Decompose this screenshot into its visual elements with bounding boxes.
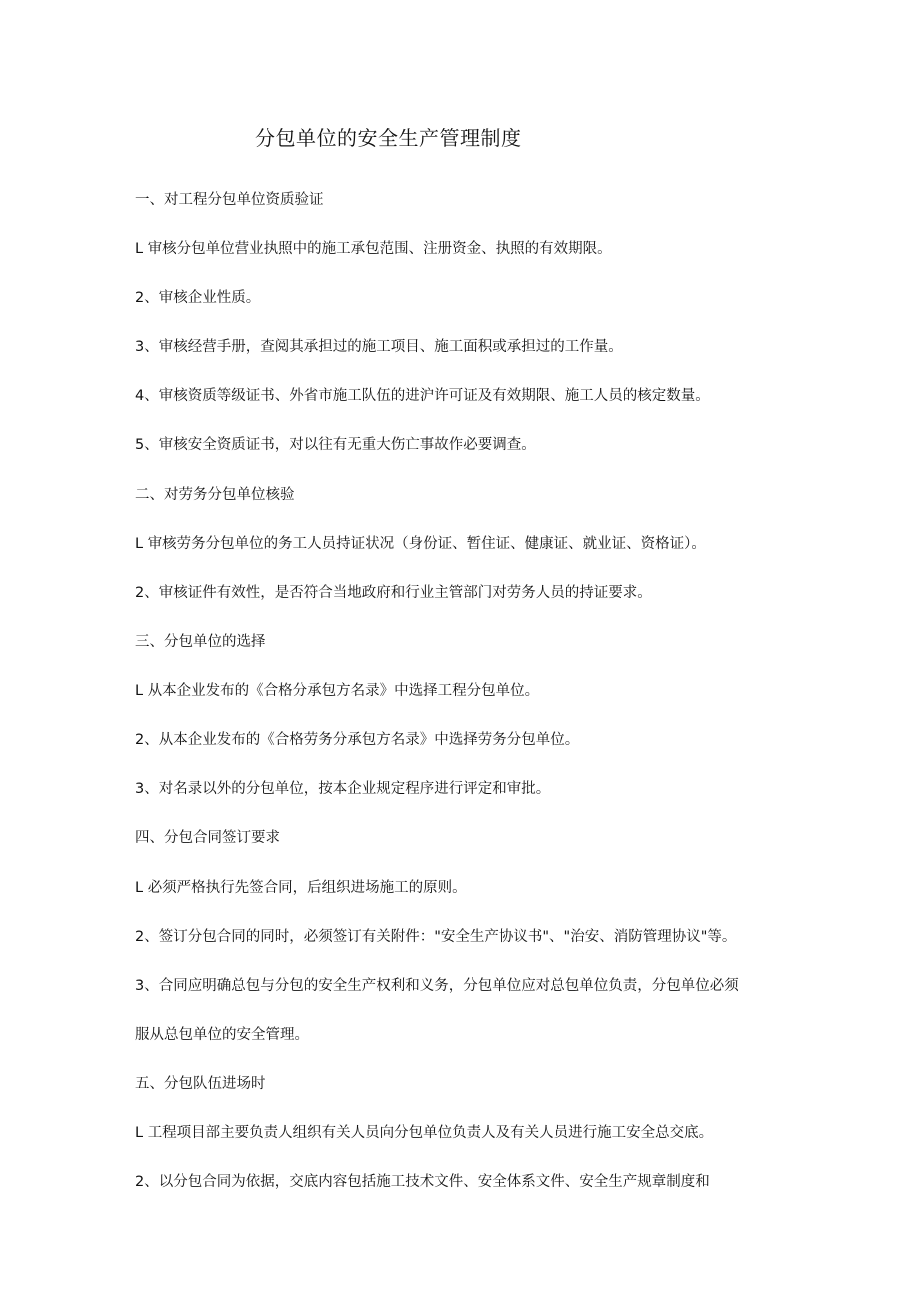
paragraph-line: 2、审核证件有效性，是否符合当地政府和行业主管部门对劳务人员的持证要求。 [135,585,652,601]
paragraph-line: L 必须严格执行先签合同，后组织进场施工的原则。 [135,880,467,896]
paragraph-line: 2、以分包合同为依据，交底内容包括施工技术文件、安全体系文件、安全生产规章制度和 [135,1174,710,1190]
paragraph-line: 3、合同应明确总包与分包的安全生产权利和义务，分包单位应对总包单位负责，分包单位必须 [135,978,739,994]
section-heading-5: 五、分包队伍进场时 [135,1076,266,1092]
document-title: 分包单位的安全生产管理制度 [255,126,522,150]
paragraph-line: 2、签订分包合同的同时，必须签订有关附件："安全生产协议书"、"治安、消防管理协议"等。 [135,929,737,945]
paragraph-line: L 审核劳务分包单位的务工人员持证状况（身份证、暂住证、健康证、就业证、资格证）。 [135,536,706,552]
paragraph-line: L 审核分包单位营业执照中的施工承包范围、注册资金、执照的有效期限。 [135,241,612,257]
paragraph-line: 2、审核企业性质。 [135,290,261,306]
paragraph-line: L 从本企业发布的《合格分承包方名录》中选择工程分包单位。 [135,683,540,699]
paragraph-line: 4、审核资质等级证书、外省市施工队伍的进沪许可证及有效期限、施工人员的核定数量。 [135,388,710,404]
paragraph-line: L 工程项目部主要负责人组织有关人员向分包单位负责人及有关人员进行施工安全总交底。 [135,1125,714,1141]
section-heading-3: 三、分包单位的选择 [135,634,266,650]
section-heading-1: 一、对工程分包单位资质验证 [135,192,324,208]
paragraph-line: 2、从本企业发布的《合格劳务分承包方名录》中选择劳务分包单位。 [135,732,580,748]
paragraph-line: 3、审核经营手册，查阅其承担过的施工项目、施工面积或承担过的工作量。 [135,339,623,355]
section-heading-2: 二、对劳务分包单位核验 [135,487,295,503]
section-heading-4: 四、分包合同签订要求 [135,830,280,846]
paragraph-line: 服从总包单位的安全管理。 [135,1027,309,1043]
paragraph-line: 5、审核安全资质证书，对以往有无重大伤亡事故作必要调查。 [135,437,536,453]
paragraph-line: 3、对名录以外的分包单位，按本企业规定程序进行评定和审批。 [135,781,551,797]
